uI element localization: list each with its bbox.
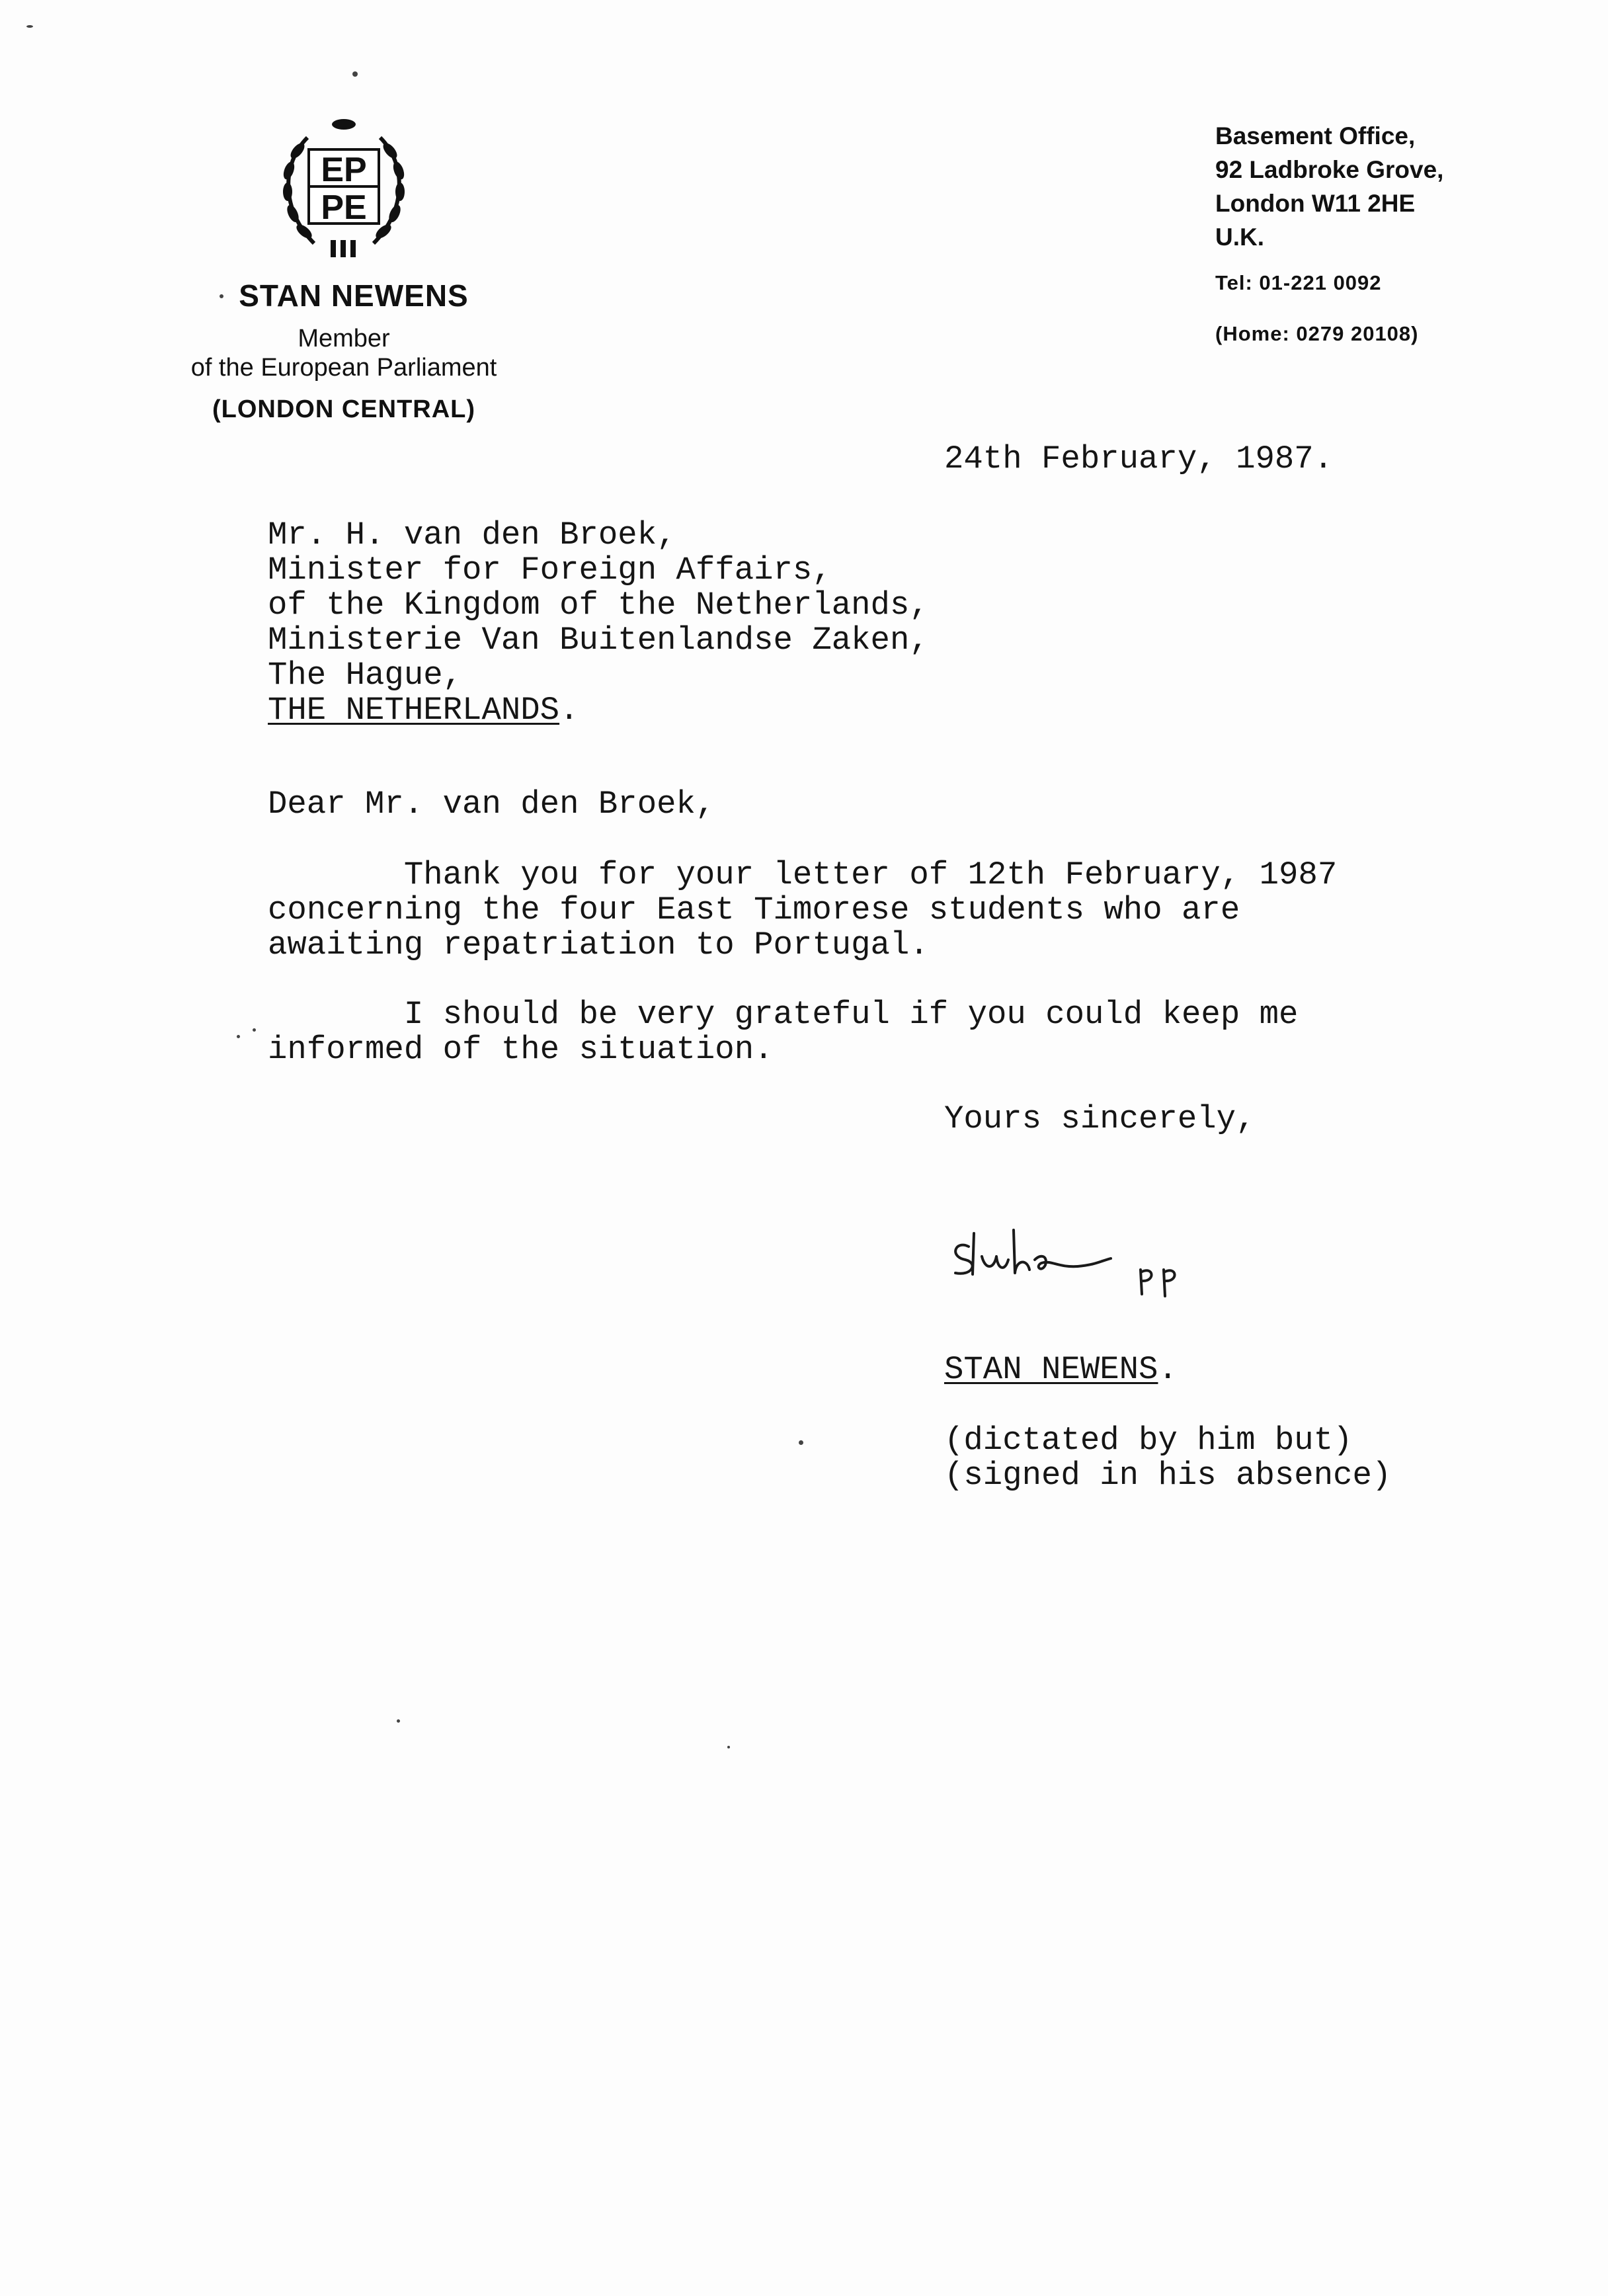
- european-parliament-logo: [268, 111, 420, 263]
- scan-speck: [26, 25, 33, 28]
- recipient-address: [268, 518, 929, 728]
- logo-ep-text: EP: [321, 151, 367, 189]
- signature-note: [944, 1423, 1391, 1493]
- paragraph-line: I should be very grateful if you could keep me: [268, 996, 1299, 1033]
- letterhead-constituency: (LONDON CENTRAL): [212, 395, 476, 423]
- salutation: Dear Mr. van den Broek,: [268, 786, 715, 823]
- address-line: London W11 2HE: [1215, 190, 1416, 217]
- signer-name: STAN NEWENS: [944, 1351, 1158, 1388]
- recipient-country-line: [268, 693, 929, 728]
- paragraph-line: awaiting repatriation to Portugal.: [268, 926, 929, 964]
- recipient-country-period: .: [559, 692, 579, 729]
- paragraph-line: concerning the four East Timorese students who are: [268, 891, 1240, 928]
- signer-name-line: [944, 1352, 1178, 1387]
- scan-speck: [397, 1719, 400, 1723]
- signer-name-period: .: [1158, 1351, 1178, 1388]
- recipient-line: Ministerie Van Buitenlandse Zaken,: [268, 622, 929, 659]
- recipient-line: Mr. H. van den Broek,: [268, 516, 676, 554]
- scan-speck: [220, 294, 223, 298]
- letterhead-address: [1215, 119, 1443, 254]
- body-paragraph-2: [268, 997, 1298, 1067]
- note-line: (dictated by him but): [944, 1422, 1353, 1459]
- letter-date: 24th February, 1987.: [944, 440, 1334, 477]
- note-line: (signed in his absence): [944, 1457, 1392, 1494]
- paragraph-line: Thank you for your letter of 12th February, 1987: [268, 856, 1338, 893]
- member-line-2: of the European Parliament: [190, 354, 497, 382]
- telephone-number: Tel: 01-221 0092: [1215, 271, 1382, 294]
- scan-speck: [727, 1746, 730, 1748]
- scan-speck: [237, 1035, 240, 1038]
- paragraph-line: informed of the situation.: [268, 1031, 774, 1068]
- letterhead-name: STAN NEWENS: [239, 278, 469, 313]
- address-line: Basement Office,: [1215, 122, 1416, 149]
- recipient-line: The Hague,: [268, 657, 463, 694]
- scan-speck: [253, 1028, 256, 1032]
- handwritten-signature: [942, 1220, 1220, 1299]
- signature-text: Shuther pp: [942, 1220, 945, 1221]
- address-line: U.K.: [1215, 224, 1264, 251]
- scan-speck: [799, 1440, 803, 1445]
- body-paragraph-1: [268, 858, 1337, 963]
- closing: Yours sincerely,: [944, 1100, 1256, 1137]
- scan-speck: [352, 71, 358, 77]
- letterhead-member-title: [172, 324, 516, 382]
- recipient-line: Minister for Foreign Affairs,: [268, 552, 832, 589]
- member-line-1: Member: [298, 325, 390, 352]
- recipient-country: THE NETHERLANDS: [268, 692, 560, 729]
- logo-pe-text: PE: [321, 188, 367, 227]
- home-telephone-number: (Home: 0279 20108): [1215, 322, 1419, 345]
- address-line: 92 Ladbroke Grove,: [1215, 156, 1444, 183]
- recipient-line: of the Kingdom of the Netherlands,: [268, 587, 929, 624]
